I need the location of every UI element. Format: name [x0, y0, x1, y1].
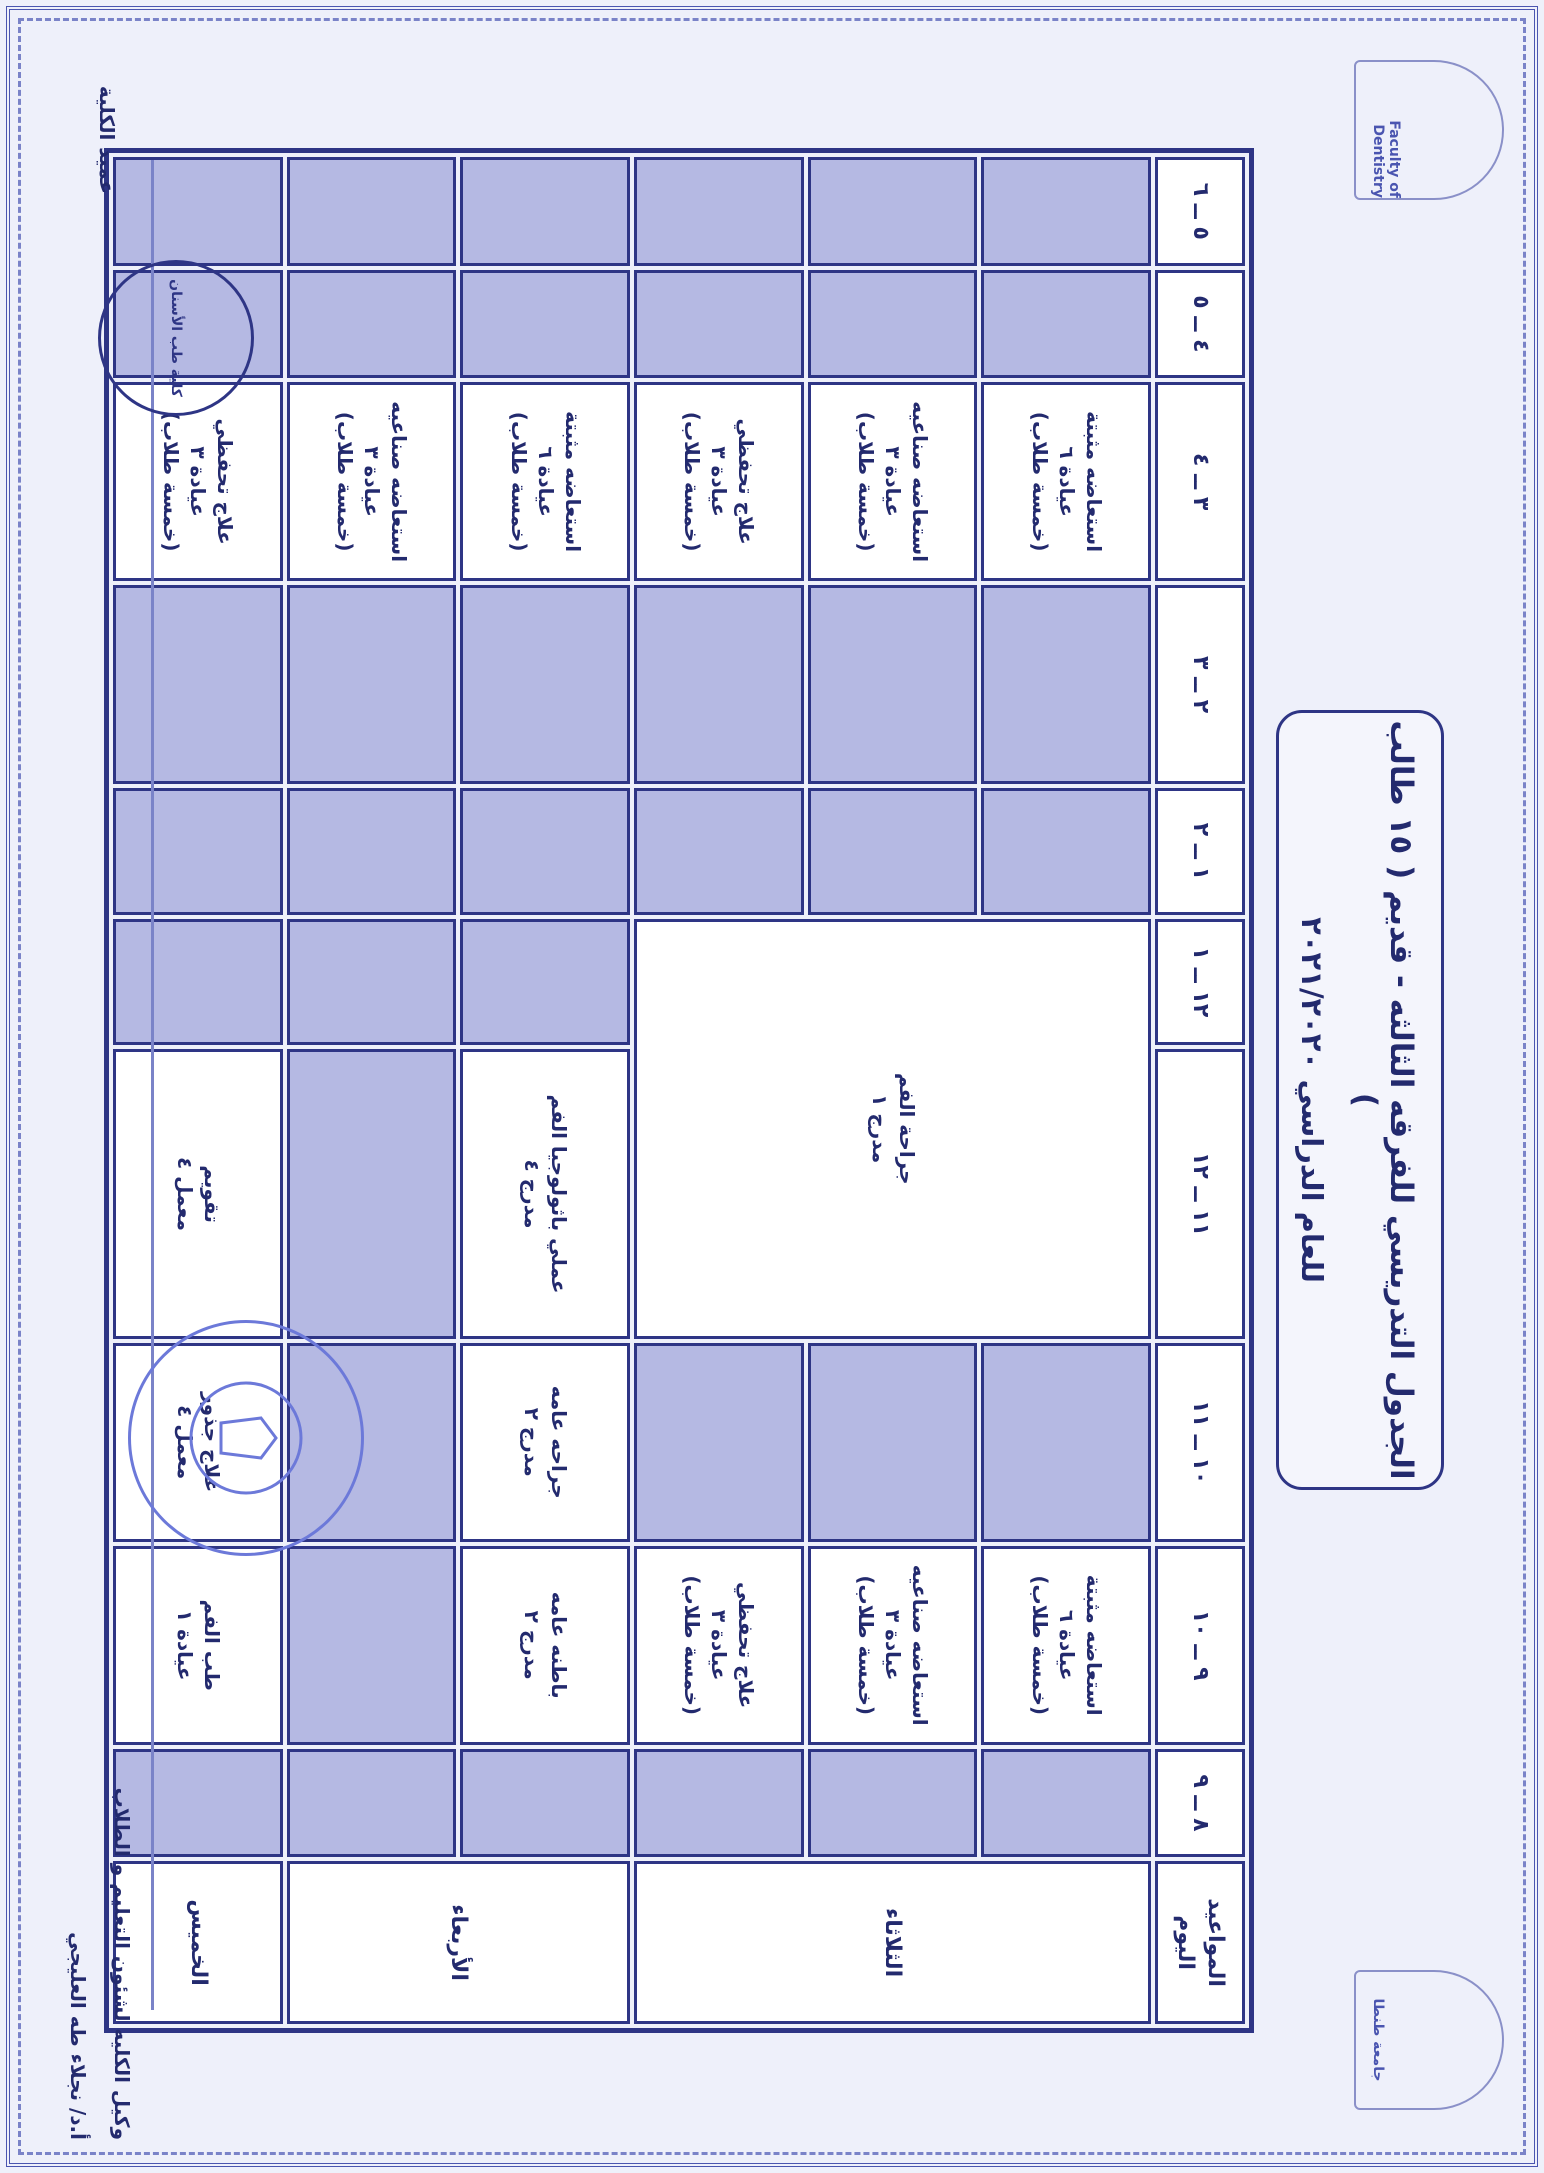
cell-line: (خمسة طلاب)	[680, 411, 705, 552]
cell-line: تقويم	[199, 1165, 224, 1223]
cell-line: عيادة ٣	[707, 1609, 732, 1681]
empty-cell	[287, 1546, 457, 1745]
empty-cell	[113, 788, 283, 915]
title-box	[1276, 710, 1444, 1490]
empty-cell	[808, 788, 978, 915]
cell-line: استعاضه صناعيه	[387, 401, 412, 563]
corner-top: المواعيد	[1202, 1898, 1228, 1987]
cell-line: جراحه عامه	[547, 1385, 572, 1499]
cell-line: عملي باثولوجيا الفم	[547, 1094, 572, 1294]
empty-cell	[981, 1749, 1151, 1858]
cell-line: استعاضه صناعيه	[908, 401, 933, 563]
schedule-cell	[634, 1546, 804, 1745]
header-row	[1155, 157, 1245, 2024]
cell-line: استعاضه صناعيه	[908, 1564, 933, 1726]
empty-cell	[113, 1749, 283, 1858]
cell-line: (خمسة طلاب)	[854, 411, 879, 552]
cell-line: استعاضه مثبتة	[1081, 1574, 1106, 1716]
empty-cell	[981, 1343, 1151, 1542]
thursday-row	[113, 157, 283, 2024]
slot-header: ٤ ــ ٥	[1155, 270, 1245, 379]
empty-cell	[287, 1749, 457, 1858]
cell-line: (خمسة طلاب)	[159, 411, 184, 552]
empty-cell	[460, 157, 630, 266]
cell-line: (خمسة طلاب)	[1027, 1575, 1052, 1716]
cell-line: علاج جذور	[199, 1392, 224, 1493]
empty-cell	[287, 1049, 457, 1338]
corner-bottom: اليوم	[1173, 1915, 1198, 1970]
schedule-cell	[808, 1546, 978, 1745]
empty-cell	[634, 270, 804, 379]
schedule-cell	[113, 1049, 283, 1338]
university-logo	[1354, 1970, 1504, 2110]
cell-line: (خمسة طلاب)	[506, 411, 531, 552]
empty-cell	[634, 788, 804, 915]
university-logo-text: جامعة طنطا	[1370, 1998, 1386, 2082]
empty-cell	[287, 270, 457, 379]
cell-line: عيادة ٦	[1054, 1609, 1079, 1681]
schedule-cell	[634, 919, 1151, 1339]
empty-cell	[981, 788, 1151, 915]
cell-line: علاج تحفظي	[213, 418, 238, 545]
schedule-cell	[634, 382, 804, 581]
page-subtitle: للعام الدراسي ٢٠٢١/٢٠٢٠	[1295, 917, 1329, 1283]
schedule-table	[104, 148, 1254, 2033]
tuesday-row-1	[981, 157, 1151, 2024]
slot-header: ١ ــ ٢	[1155, 788, 1245, 915]
official-stamp	[128, 1320, 364, 1556]
cell-line: مدرج ١	[867, 1094, 892, 1164]
footer-divider	[151, 160, 154, 2010]
vice-dean-name: أ.د/ نجلاء طه العليجي	[66, 1932, 90, 2140]
empty-cell	[634, 1343, 804, 1542]
cell-line: عيادة ٣	[707, 446, 732, 517]
empty-cell	[634, 157, 804, 266]
faculty-stamp	[98, 260, 254, 416]
empty-cell	[113, 585, 283, 784]
schedule-cell	[981, 1546, 1151, 1745]
cell-line: عيادة ٣	[360, 446, 385, 517]
cell-line: عيادة ٦	[533, 446, 558, 517]
faculty-logo	[1354, 60, 1504, 200]
empty-cell	[808, 157, 978, 266]
cell-line: جراحة الفم	[894, 1072, 919, 1185]
cell-line: استعاضه مثبتة	[560, 411, 585, 553]
wednesday-row-1	[460, 157, 630, 2024]
slot-header: ١٢ ــ ١	[1155, 919, 1245, 1046]
cell-line: (خمسة طلاب)	[333, 411, 358, 552]
cell-line: معمل ٤	[172, 1405, 197, 1480]
cell-line: طب الفم	[199, 1599, 224, 1691]
cell-line: مدرج ٢	[520, 1610, 545, 1680]
schedule-cell	[460, 382, 630, 581]
empty-cell	[287, 585, 457, 784]
empty-cell	[460, 585, 630, 784]
slot-header: ٢ ــ ٣	[1155, 585, 1245, 784]
cell-line: باطنه عامه	[547, 1591, 572, 1699]
empty-cell	[287, 919, 457, 1046]
slot-header: ١١ ــ ١٢	[1155, 1049, 1245, 1338]
schedule-cell	[460, 1049, 630, 1338]
empty-cell	[981, 157, 1151, 266]
wednesday-row-2	[287, 157, 457, 2024]
cell-line: مدرج ٢	[520, 1407, 545, 1477]
empty-cell	[808, 585, 978, 784]
slot-header: ٩ ــ ١٠	[1155, 1546, 1245, 1745]
empty-cell	[287, 157, 457, 266]
cell-line: عيادة ٦	[1054, 446, 1079, 517]
schedule-cell	[981, 382, 1151, 581]
cell-line: (خمسة طلاب)	[680, 1575, 705, 1716]
cell-line: عيادة ٣	[881, 1609, 906, 1681]
faculty-logo-text: Faculty of Dentistry	[1370, 120, 1402, 198]
cell-line: استعاضه مثبتة	[1081, 411, 1106, 553]
empty-cell	[808, 1749, 978, 1858]
empty-cell	[287, 788, 457, 915]
day-wednesday: الأربعاء	[287, 1861, 630, 2024]
cell-line: (خمسة طلاب)	[1027, 411, 1052, 552]
empty-cell	[808, 270, 978, 379]
cell-line: عيادة ٣	[186, 446, 211, 517]
cell-line: مدرج ٤	[520, 1159, 545, 1229]
schedule-cell	[113, 1546, 283, 1745]
empty-cell	[460, 919, 630, 1046]
empty-cell	[634, 585, 804, 784]
empty-cell	[981, 585, 1151, 784]
corner-cell	[1155, 1861, 1245, 2024]
vice-dean-signature	[66, 1720, 134, 2140]
empty-cell	[981, 270, 1151, 379]
eagle-emblem-icon	[186, 1378, 306, 1498]
empty-cell	[113, 919, 283, 1046]
day-thursday: الخميس	[113, 1861, 283, 2024]
empty-cell	[113, 157, 283, 266]
schedule-cell	[460, 1343, 630, 1542]
empty-cell	[460, 270, 630, 379]
slot-header: ١٠ ــ ١١	[1155, 1343, 1245, 1542]
empty-cell	[460, 788, 630, 915]
dean-signature	[95, 80, 119, 200]
cell-line: عيادة ١	[172, 1609, 197, 1681]
cell-line: علاج تحفظي	[734, 418, 759, 545]
empty-cell	[460, 1749, 630, 1858]
empty-cell	[634, 1749, 804, 1858]
cell-line: علاج تحفظي	[734, 1582, 759, 1709]
faculty-stamp-text: كلية طب الأسنان	[168, 279, 184, 397]
schedule-cell	[287, 382, 457, 581]
cell-line: معمل ٤	[172, 1156, 197, 1232]
schedule-cell	[460, 1546, 630, 1745]
empty-cell	[808, 1343, 978, 1542]
day-tuesday: الثلاثاء	[634, 1861, 1151, 2024]
slot-header: ٨ ــ ٩	[1155, 1749, 1245, 1858]
cell-line: (خمسة طلاب)	[854, 1575, 879, 1716]
vice-dean-title: وكيل الكليه لشئون التعليم و الطلاب	[110, 1787, 134, 2140]
cell-line: عيادة ٣	[881, 446, 906, 517]
slot-header: ٥ ــ ٦	[1155, 157, 1245, 266]
dean-title: عميد الكلية	[95, 85, 119, 195]
slot-header: ٣ ــ ٤	[1155, 382, 1245, 581]
schedule-cell	[808, 382, 978, 581]
page-title: الجدول التدريسي للفرقه الثالثه - قديم ( ١٥ طالب )	[1347, 720, 1419, 1480]
